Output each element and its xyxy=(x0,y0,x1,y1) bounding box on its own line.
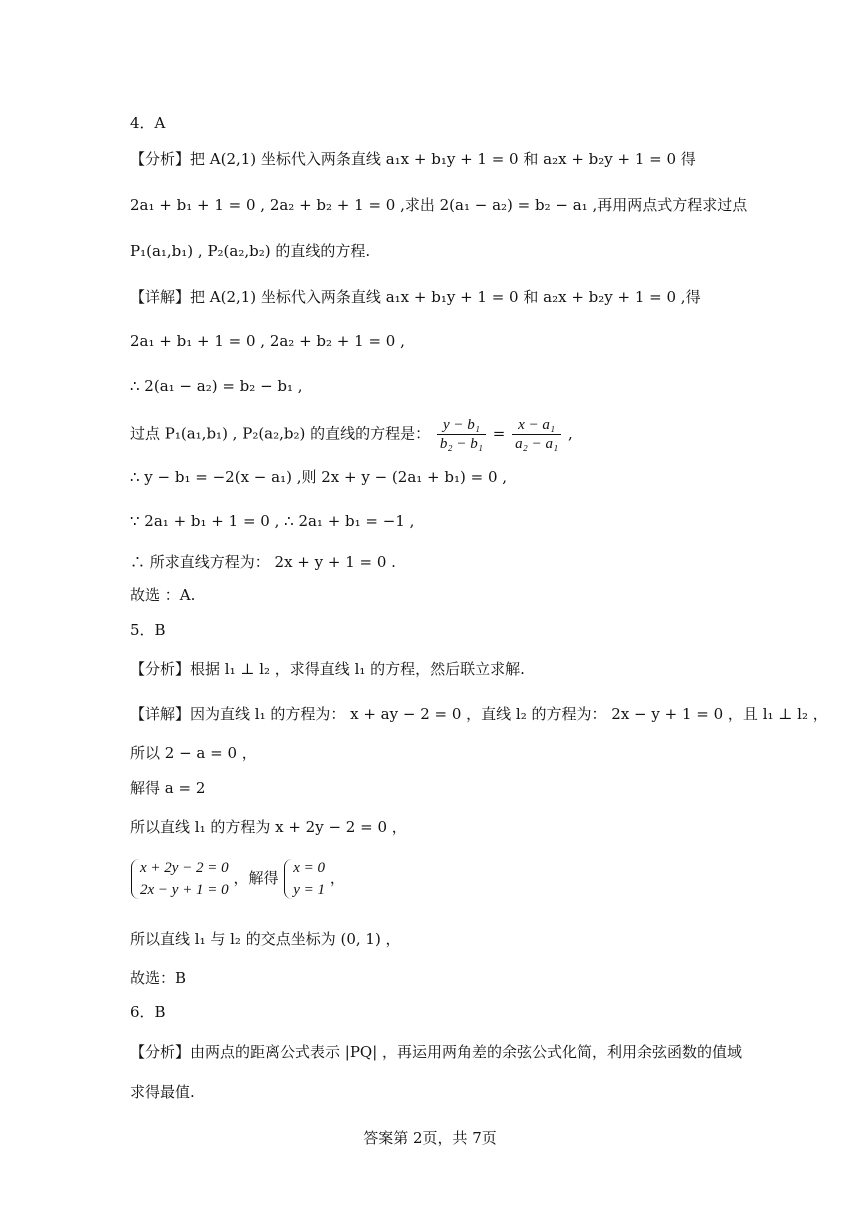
q5-detail: 【详解】因为直线 l₁ 的方程为： x + ay − 2 = 0 ，直线 l₂ 的方程为： 2x − y + 1 = 0 ，且 l₁ ⊥ l₂ ， xyxy=(130,705,828,723)
q4-fraction-left-denominator: b₂ − b₁ xyxy=(439,436,483,452)
q5-answer: 故选：B xyxy=(130,969,187,987)
q5-system-equations xyxy=(130,857,229,901)
q5-systems xyxy=(130,857,345,901)
q4-step5: ∵ 2a₁ + b₁ + 1 = 0 , ∴ 2a₁ + b₁ = −1 , xyxy=(130,512,415,530)
q4-fraction-right xyxy=(512,416,561,453)
q5-step2: 解得 a = 2 xyxy=(130,779,206,797)
q5-analysis: 【分析】根据 l₁ ⊥ l₂ ，求得直线 l₁ 的方程，然后联立求解. xyxy=(130,660,525,678)
q6-analysis: 【分析】由两点的距离公式表示 |PQ| ，再运用两角差的余弦公式化简，利用余弦函数的值域 xyxy=(130,1043,743,1061)
q4-fraction-right-denominator: a₂ − a₁ xyxy=(515,436,559,452)
q4-number: 4．A xyxy=(130,114,166,132)
q4-step4: ∴ y − b₁ = −2(x − a₁) ,则 2x + y − (2a₁ + b₁) = 0 , xyxy=(130,468,508,486)
q4-analysis: 【分析】把 A(2,1) 坐标代入两条直线 a₁x + b₁y + 1 = 0 和 a₂x + b₂y + 1 = 0 得 xyxy=(130,150,696,168)
q4-fraction-left xyxy=(437,416,486,453)
q5-solution-system xyxy=(283,857,325,901)
q4-step2: ∴ 2(a₁ − a₂) = b₂ − b₁ , xyxy=(130,377,303,395)
q5-solution-top: x = 0 xyxy=(293,860,326,876)
q5-step4: 所以直线 l₁ 与 l₂ 的交点坐标为 (0, 1) ， xyxy=(130,930,401,948)
q4-step1: 2a₁ + b₁ + 1 = 0 , 2a₂ + b₂ + 1 = 0 , xyxy=(130,332,405,350)
q6-number: 6．B xyxy=(130,1003,166,1021)
q4-step3-prefix: 过点 P₁(a₁,b₁) , P₂(a₂,b₂) 的直线的方程是： xyxy=(130,424,431,443)
page-footer: 答案第 2页，共 7页 xyxy=(363,1129,497,1147)
q4-analysis-cont1: 2a₁ + b₁ + 1 = 0 , 2a₂ + b₂ + 1 = 0 ,求出 2(a₁ − a₂) = b₂ − a₁ ,再用两点式方程求过点 xyxy=(130,196,748,214)
q4-answer: 故选 ：A. xyxy=(130,586,196,604)
q5-number: 5．B xyxy=(130,621,166,639)
q4-fraction-right-numerator: x − a₁ xyxy=(512,416,561,435)
q4-step3 xyxy=(130,416,573,453)
q4-step3-suffix: , xyxy=(567,424,573,443)
q4-analysis-cont2: P₁(a₁,b₁) , P₂(a₂,b₂) 的直线的方程. xyxy=(130,242,371,260)
q4-fraction-left-numerator: y − b₁ xyxy=(437,416,486,435)
q6-analysis-cont: 求得最值. xyxy=(130,1083,195,1101)
q4-detail: 【详解】把 A(2,1) 坐标代入两条直线 a₁x + b₁y + 1 = 0 和 a₂x + b₂y + 1 = 0 ,得 xyxy=(130,288,701,306)
q5-system-bottom: 2x − y + 1 = 0 xyxy=(140,882,229,898)
q4-step3-equals: = xyxy=(492,424,506,443)
q5-step3: 所以直线 l₁ 的方程为 x + 2y − 2 = 0 ， xyxy=(130,818,407,836)
q4-step6: ∴ 所求直线方程为： 2x + y + 1 = 0 . xyxy=(130,553,396,571)
q5-system-end: ， xyxy=(329,869,345,887)
q5-solution-bottom: y = 1 xyxy=(293,882,326,898)
q5-system-top: x + 2y − 2 = 0 xyxy=(140,860,229,876)
q5-step1: 所以 2 − a = 0 ， xyxy=(130,744,257,762)
q5-solve-label: ，解得 xyxy=(233,869,279,887)
